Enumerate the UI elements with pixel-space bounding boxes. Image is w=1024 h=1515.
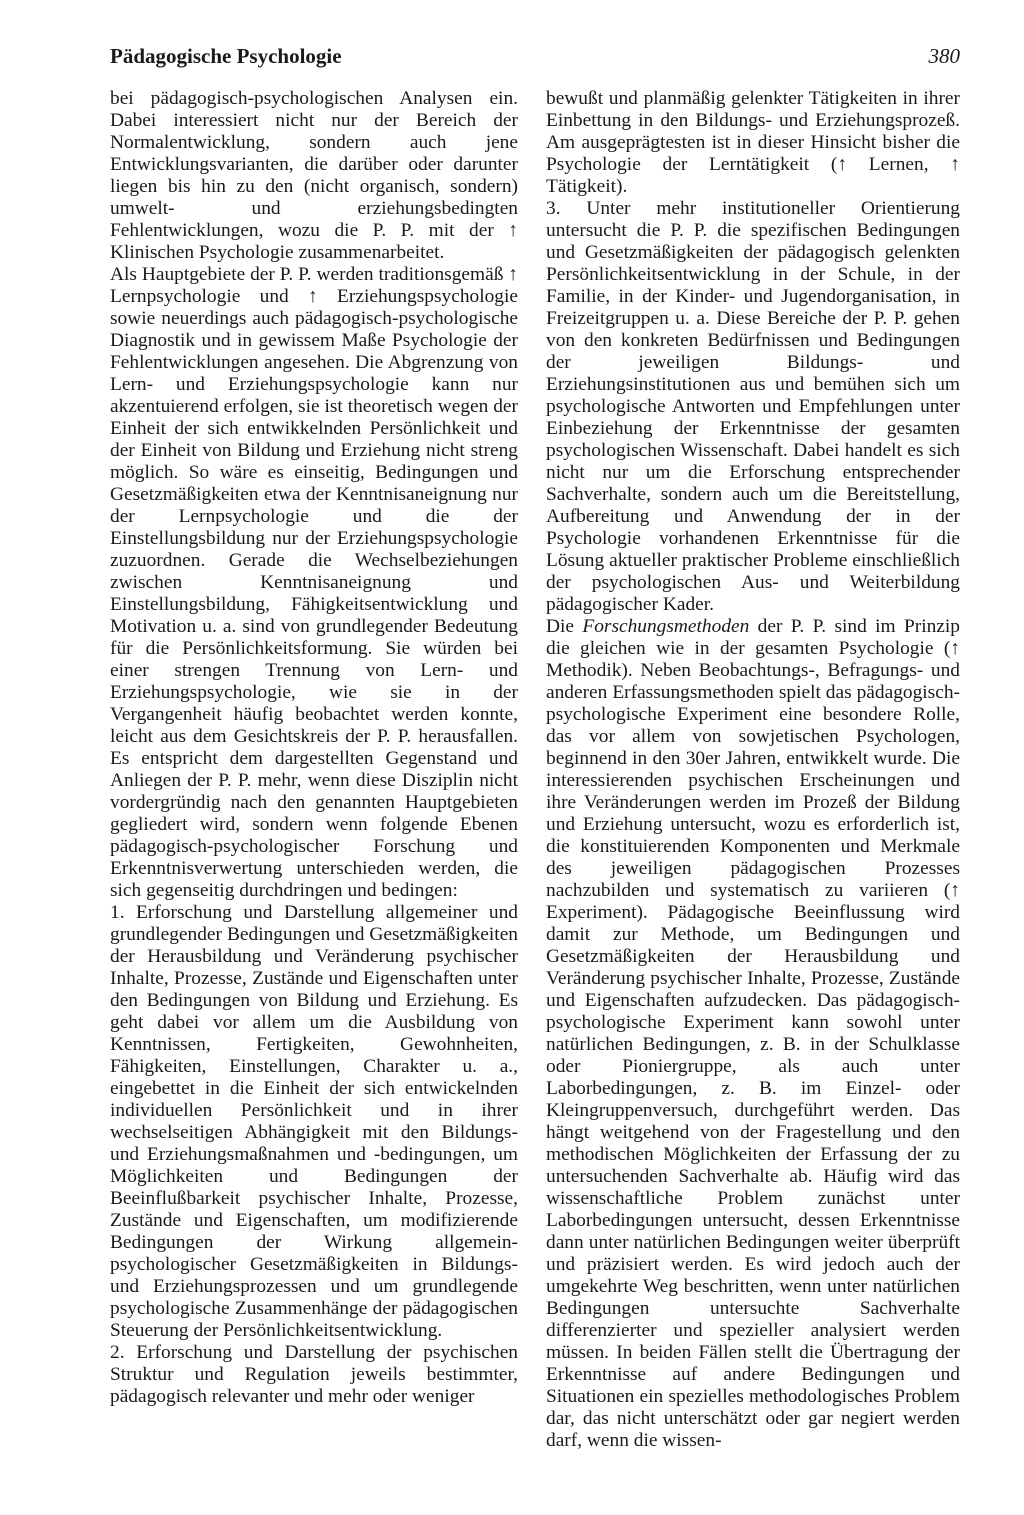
- page-number: 380: [928, 44, 960, 68]
- running-header-title: Pädagogische Psychologie: [110, 44, 342, 68]
- left-column: [110, 88, 518, 1408]
- paragraph: 2. Erforschung und Darstellung der psychischen Struktur und Regulation jeweils bestimmter, pädagogisch relevanter und mehr oder weniger: [110, 1342, 518, 1407]
- paragraph: [546, 616, 960, 1452]
- paragraph: bewußt und planmäßig gelenkter Tätigkeiten in ihrer Einbettung in den Bildungs- und Erziehungsprozeß. Am ausgeprägtesten ist in dieser Hinsicht bisher die Psychologie der Lerntätigkeit (↑ Lernen, ↑ Tätigkeit).: [546, 88, 960, 197]
- paragraph: Als Hauptgebiete der P. P. werden traditionsgemäß ↑ Lernpsychologie und ↑ Erziehungspsychologie sowie neuerdings auch pädagogisch-psychologische Diagnostik und in gewissem Maße Psychologie der Fehlentwicklungen angesehen. Die Abgrenzung von Lern- und Erziehungspsychologie kann nur akzentuierend erfolgen, sie ist theoretisch wegen der Einheit der sich entwikkelnden Persönlichkeit und der Einheit von Bildung und Erziehung nicht streng möglich. So wäre es einseitig, Bedingungen und Gesetzmäßigkeiten etwa der Kenntnisaneignung nur der Lernpsychologie und die der Einstellungsbildung nur der Erziehungspsychologie zuzuordnen. Gerade die Wechselbeziehungen zwischen Kenntnisaneignung und Einstellungsbildung, Fähigkeitsentwicklung und Motivation u. a. sind von grundlegender Bedeutung für die Persönlichkeitsformung. Sie würden bei einer strengen Trennung von Lern- und Erziehungspsychologie, wie sie in der Vergangenheit häufig beobachtet werden konnte, leicht aus dem Gesichtskreis der P. P. herausfallen. Es entspricht dem dargestellten Gegenstand und Anliegen der P. P. mehr, wenn diese Disziplin nicht vordergründig nach den genannten Hauptgebieten gegliedert wird, sondern wenn folgende Ebenen pädagogisch-psychologischer Forschung und Erkenntnisverwertung unterschieden werden, die sich gegenseitig durchdringen und bedingen:: [110, 264, 518, 901]
- paragraph-prefix: Die: [546, 616, 583, 637]
- paragraph-rest: der P. P. sind im Prinzip die gleichen wie in der gesamten Psychologie (↑ Methodik). Neben Beobachtungs-, Befragungs- und anderen Erfassungsmethoden spielt das pädagogisch-psychologische Experiment eine besondere Rolle, das vor allem von sowjetischen Psychologen, beginnend in den 30er Jahren, entwikkelt wurde. Die interessierenden psychischen Erscheinungen und ihre Veränderungen werden im Prozeß der Bildung und Erziehung untersucht, wozu es erforderlich ist, die konstituierenden Komponenten und Merkmale des jeweiligen pädagogischen Prozesses nachzubilden und systematisch zu variieren (↑ Experiment). Pädagogische Beeinflussung wird damit zur Methode, um Bedingungen und Gesetzmäßigkeiten der Herausbildung und Veränderung psychischer Inhalte, Prozesse, Zustände und Eigenschaften aufzudecken. Das pädagogisch-psychologische Experiment kann sowohl unter natürlichen Bedingungen, z. B. in der Schulklasse oder Pioniergruppe, als auch unter Laborbedingungen, z. B. im Einzel- oder Kleingruppenversuch, durchgeführt werden. Das hängt weitgehend von der Fragestellung und den methodischen Möglichkeiten der Erfassung der zu untersuchenden Sachverhalte ab. Häufig wird das wissenschaftliche Problem zunächst unter Laborbedingungen untersucht, dessen Erkenntnisse dann unter natürlichen Bedingungen weiter überprüft und präzisiert werden. Es wird jedoch auch der umgekehrte Weg beschritten, wenn unter natürlichen Bedingungen untersuchte Sachverhalte differenzierter und spezieller analysiert werden müssen. In beiden Fällen stellt die Übertragung der Erkenntnisse auf andere Bedingungen und Situationen ein spezielles methodologisches Problem dar, das nicht unterschätzt oder gar negiert werden darf, wenn die wissen-: [546, 616, 960, 1451]
- emphasis-term: Forschungsmethoden: [582, 616, 750, 637]
- paragraph: 1. Erforschung und Darstellung allgemeiner und grundlegender Bedingungen und Gesetzmäßigkeiten der Herausbildung und Veränderung psychischer Inhalte, Prozesse, Zustände und Eigenschaften unter den Bedingungen von Bildung und Erziehung. Es geht dabei vor allem um die Ausbildung von Kenntnissen, Fertigkeiten, Gewohnheiten, Fähigkeiten, Einstellungen, Charakter u. a., eingebettet in die Einheit der sich entwickelnden individuellen Persönlichkeit und in ihrer wechselseitigen Abhängigkeit mit den Bildungs- und Erziehungsmaßnahmen und -bedingungen, um Möglichkeiten und Bedingungen der Beeinflußbarkeit psychischer Inhalte, Prozesse, Zustände und Eigenschaften, um modifizierende Bedingungen der Wirkung allgemein-psychologischer Gesetzmäßigkeiten in Bildungs- und Erziehungsprozessen und um grundlegende psychologische Zusammenhänge der pädagogischen Steuerung der Persönlichkeitsentwicklung.: [110, 902, 518, 1341]
- paragraph: 3. Unter mehr institutioneller Orientierung untersucht die P. P. die spezifischen Bedingungen und Gesetzmäßigkeiten der pädagogisch gelenkten Persönlichkeitsentwicklung in der Schule, in der Familie, in der Kinder- und Jugendorganisation, in Freizeitgruppen u. a. Diese Bereiche der P. P. gehen von den konkreten Bedürfnissen und Bedingungen der jeweiligen Bildungs- und Erziehungsinstitutionen aus und bemühen sich um psychologische Antworten und Empfehlungen unter Einbeziehung der Erkenntnisse der gesamten psychologischen Wissenschaft. Dabei handelt es sich nicht nur um die Erforschung entsprechender Sachverhalte, sondern auch um die Bereitstellung, Aufbereitung und Anwendung der in der Psychologie vorhandenen Erkenntnisse für die Lösung aktueller praktischer Probleme einschließlich der psychologischen Aus- und Weiterbildung pädagogischer Kader.: [546, 198, 960, 615]
- paragraph: bei pädagogisch-psychologischen Analysen ein. Dabei interessiert nicht nur der Bereich der Normalentwicklung, sondern auch jene Entwicklungsvarianten, die darüber oder darunter liegen bis hin zu den (nicht organisch, sondern) umwelt- und erziehungsbedingten Fehlentwicklungen, wozu die P. P. mit der ↑ Klinischen Psychologie zusammenarbeitet.: [110, 88, 518, 263]
- right-column: [546, 88, 960, 1452]
